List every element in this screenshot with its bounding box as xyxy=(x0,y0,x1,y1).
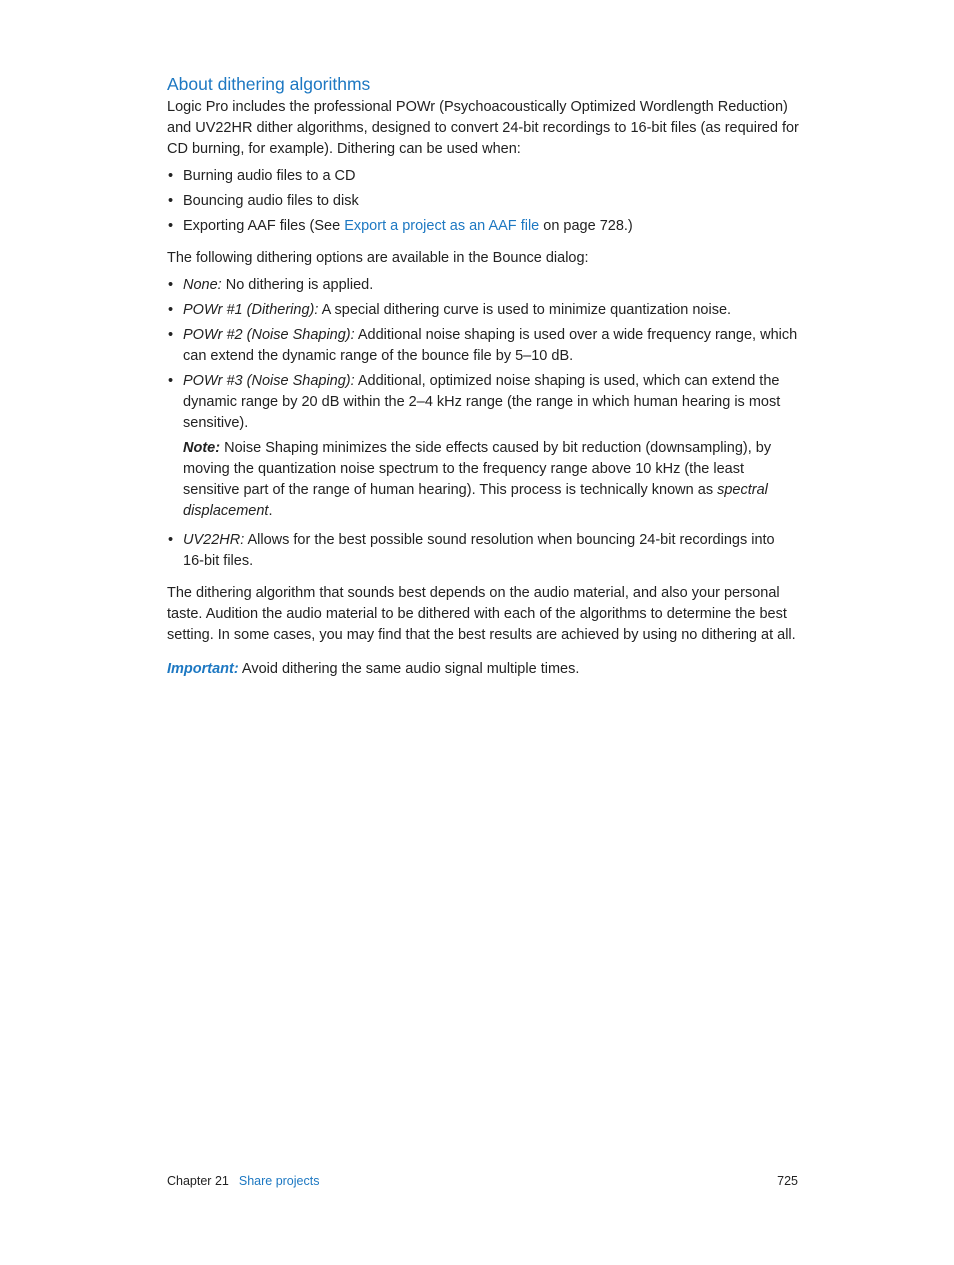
chapter-title-link[interactable]: Share projects xyxy=(238,1174,320,1188)
note-end: . xyxy=(268,503,273,519)
bullet: • xyxy=(168,193,174,209)
bullet: • xyxy=(168,327,174,343)
option-description: No dithering is applied. xyxy=(221,277,374,293)
list-item xyxy=(167,530,799,572)
bullet: • xyxy=(168,218,174,234)
option-description: Additional, optimized noise shaping is used, which can extend the dynamic range by 20 dB within the 2–4 kHz range (the range in which human hearing is most sensitive). xyxy=(183,373,781,431)
list-item xyxy=(167,300,799,321)
option-term: POWr #1 (Dithering): xyxy=(183,302,319,318)
option-description: Allows for the best possible sound resolution when bouncing 24-bit recordings into 16-bit files. xyxy=(183,532,775,569)
option-description: A special dithering curve is used to minimize quantization noise. xyxy=(318,302,732,318)
list-item xyxy=(167,166,799,187)
list-item-text: on page 728.) xyxy=(539,218,633,234)
option-term: UV22HR: xyxy=(183,532,245,548)
page-footer xyxy=(167,1172,799,1190)
conclusion-paragraph: The dithering algorithm that sounds best depends on the audio material, and also your personal taste. Audition the audio material to be dithered with each of the algorithms to determine the best setting. In some cases, you may find that the best results are achieved by using no dithering at all. xyxy=(167,585,796,643)
list-item xyxy=(167,191,799,212)
aaf-export-link[interactable]: Export a project as an AAF file xyxy=(344,218,540,234)
dithering-uses-list xyxy=(167,166,799,237)
important-text: Avoid dithering the same audio signal multiple times. xyxy=(238,661,580,677)
list-item xyxy=(167,371,799,522)
bullet: • xyxy=(168,277,174,293)
list-item-text: Bouncing audio files to disk xyxy=(183,193,359,209)
list-item-text: Burning audio files to a CD xyxy=(183,168,356,184)
section-heading: About dithering algorithms xyxy=(167,74,371,94)
option-term: POWr #2 (Noise Shaping): xyxy=(183,327,355,343)
important-label: Important: xyxy=(167,661,239,677)
option-description: Additional noise shaping is used over a wide frequency range, which can extend the dynamic range of the bounce file by 5–10 dB. xyxy=(183,327,798,364)
note-block xyxy=(183,438,799,522)
note-text: Noise Shaping minimizes the side effects caused by bit reduction (downsampling), by moving the quantization noise spectrum to the frequency range above 10 kHz (the least sensitive part of the range of human hearing). This process is technically known as xyxy=(183,440,772,498)
intro-paragraph: Logic Pro includes the professional POWr (Psychoacoustically Optimized Wordlength Reduction) and UV22HR dither algorithms, designed to convert 24-bit recordings to 16-bit files (as required for CD burning, for example). Dithering can be used when: xyxy=(167,99,799,157)
chapter-number: Chapter 21 xyxy=(167,1174,229,1188)
list-item xyxy=(167,275,799,296)
options-intro: The following dithering options are available in the Bounce dialog: xyxy=(167,250,589,266)
list-item xyxy=(167,216,799,237)
note-term: spectral displacement xyxy=(183,482,768,519)
bullet: • xyxy=(168,168,174,184)
bullet: • xyxy=(168,302,174,318)
option-term: None: xyxy=(183,277,222,293)
list-item-text: Exporting AAF files (See xyxy=(183,218,345,234)
option-term: POWr #3 (Noise Shaping): xyxy=(183,373,355,389)
important-note xyxy=(167,659,799,680)
note-label: Note: xyxy=(183,440,221,456)
page-content xyxy=(167,72,799,680)
bullet: • xyxy=(168,532,174,548)
list-item xyxy=(167,325,799,367)
page-number: 725 xyxy=(777,1174,798,1188)
bullet: • xyxy=(168,373,174,389)
dithering-options-list xyxy=(167,275,799,572)
